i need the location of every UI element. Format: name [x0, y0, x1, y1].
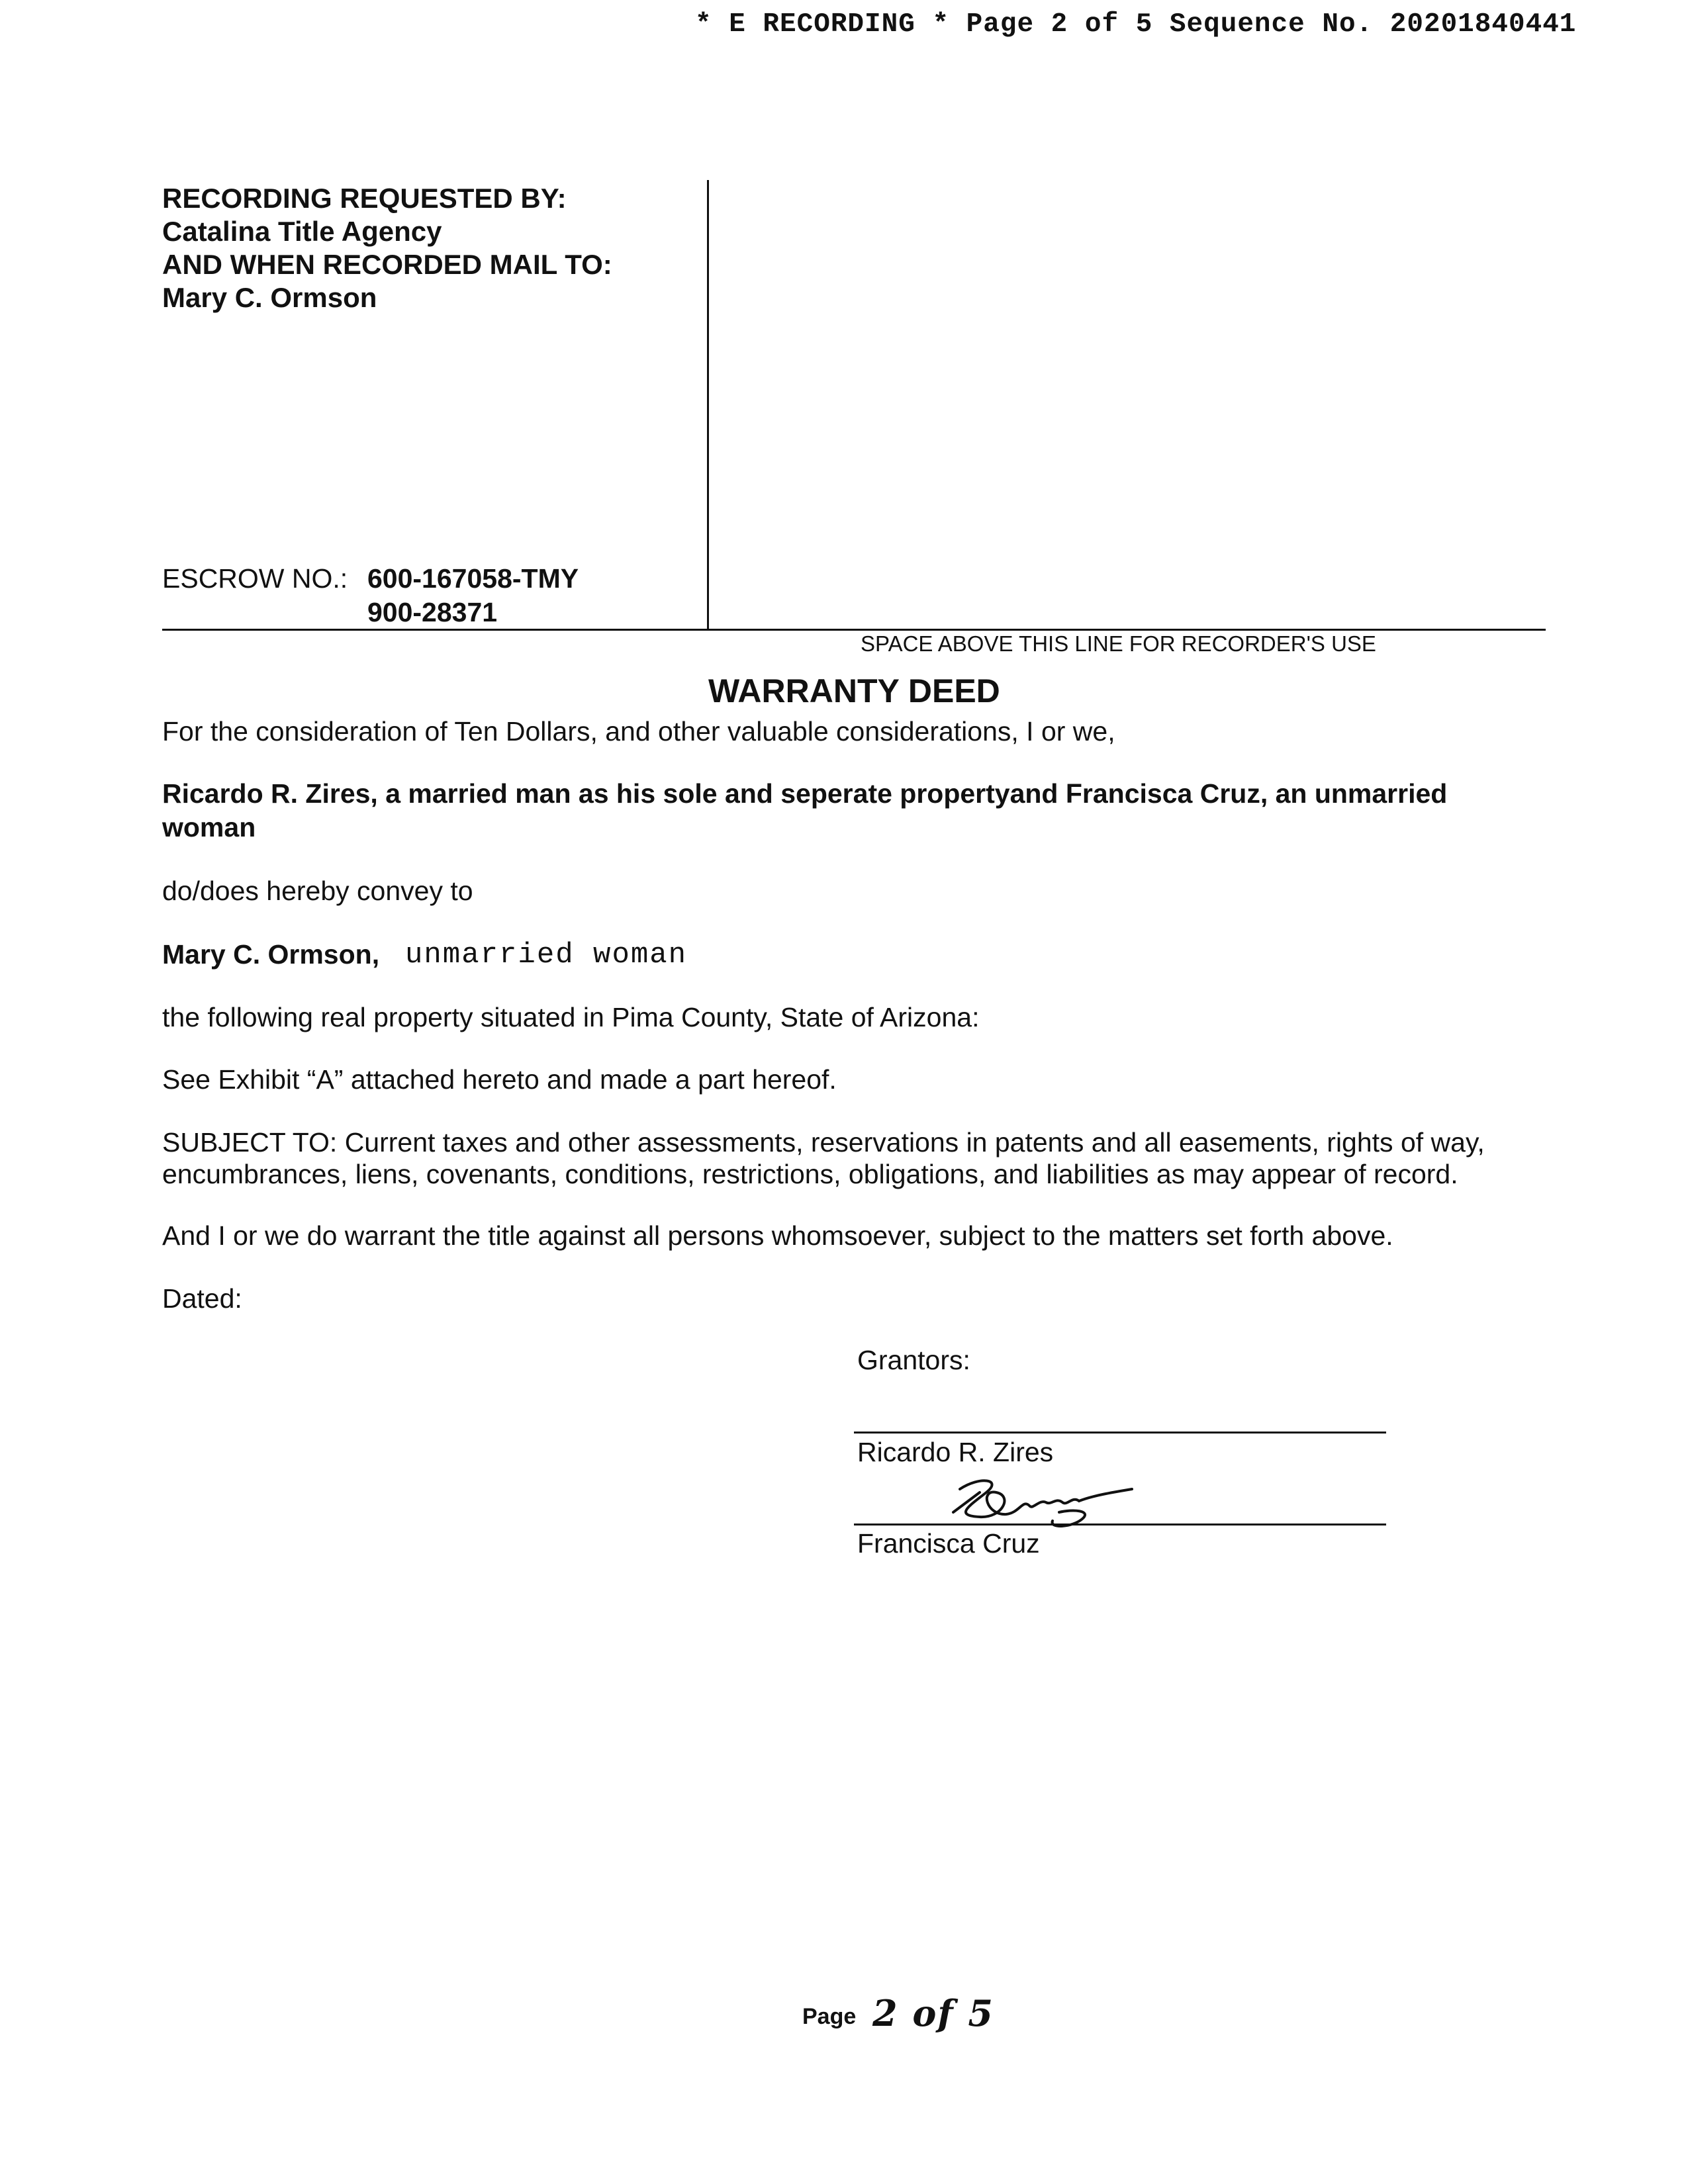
grantors-label: Grantors:: [857, 1345, 970, 1375]
escrow-label: ESCROW NO.:: [162, 563, 348, 594]
signature-line-2: [854, 1524, 1386, 1525]
grantors-line-1: Ricardo R. Zires, a married man as his sole and seperate propertyand Francisca Cruz, an unmarried: [162, 778, 1448, 809]
escrow-number-2: 900-28371: [367, 597, 498, 627]
document-title: WARRANTY DEED: [708, 672, 1000, 709]
convey-text: do/does hereby convey to: [162, 876, 473, 906]
recording-box-divider: [707, 180, 709, 630]
recording-mail-label: AND WHEN RECORDED MAIL TO:: [162, 249, 612, 280]
grantee-name: Mary C. Ormson,: [162, 939, 380, 970]
signer-1-name: Ricardo R. Zires: [857, 1437, 1054, 1467]
recording-requested-label: RECORDING REQUESTED BY:: [162, 183, 567, 214]
grantors-line-2: woman: [162, 812, 256, 842]
signer-2-name: Francisca Cruz: [857, 1528, 1040, 1559]
subject-to-line-2: encumbrances, liens, covenants, conditions, restrictions, obligations, and liabilities as may appear of record.: [162, 1159, 1458, 1189]
grantee-typed-status: unmarried woman: [405, 938, 688, 972]
page-label: Page: [802, 2004, 857, 2029]
recording-requested-by: Catalina Title Agency: [162, 216, 442, 247]
signature-line-1: [854, 1432, 1386, 1433]
warrant-text: And I or we do warrant the title against all persons whomsoever, subject to the matters set forth above.: [162, 1220, 1393, 1251]
recording-block: [162, 182, 612, 314]
subject-to-line-1: SUBJECT TO: Current taxes and other assessments, reservations in patents and all easements, rights of way,: [162, 1127, 1485, 1158]
exhibit-text: See Exhibit “A” attached hereto and made a part hereof.: [162, 1064, 837, 1095]
property-text: the following real property situated in Pima County, State of Arizona:: [162, 1002, 980, 1032]
recorder-use-line: [162, 629, 1546, 631]
recording-stamp: * E RECORDING * Page 2 of 5 Sequence No. 20201840441: [695, 9, 1577, 40]
recorder-use-note: SPACE ABOVE THIS LINE FOR RECORDER'S USE: [861, 631, 1376, 656]
consideration-text: For the consideration of Ten Dollars, and other valuable considerations, I or we,: [162, 716, 1115, 747]
recording-mail-to: Mary C. Ormson: [162, 282, 377, 313]
dated-label: Dated:: [162, 1283, 242, 1314]
page-handwritten-number: 2 of 5: [872, 1992, 994, 2034]
escrow-number-1: 600-167058-TMY: [367, 563, 579, 594]
